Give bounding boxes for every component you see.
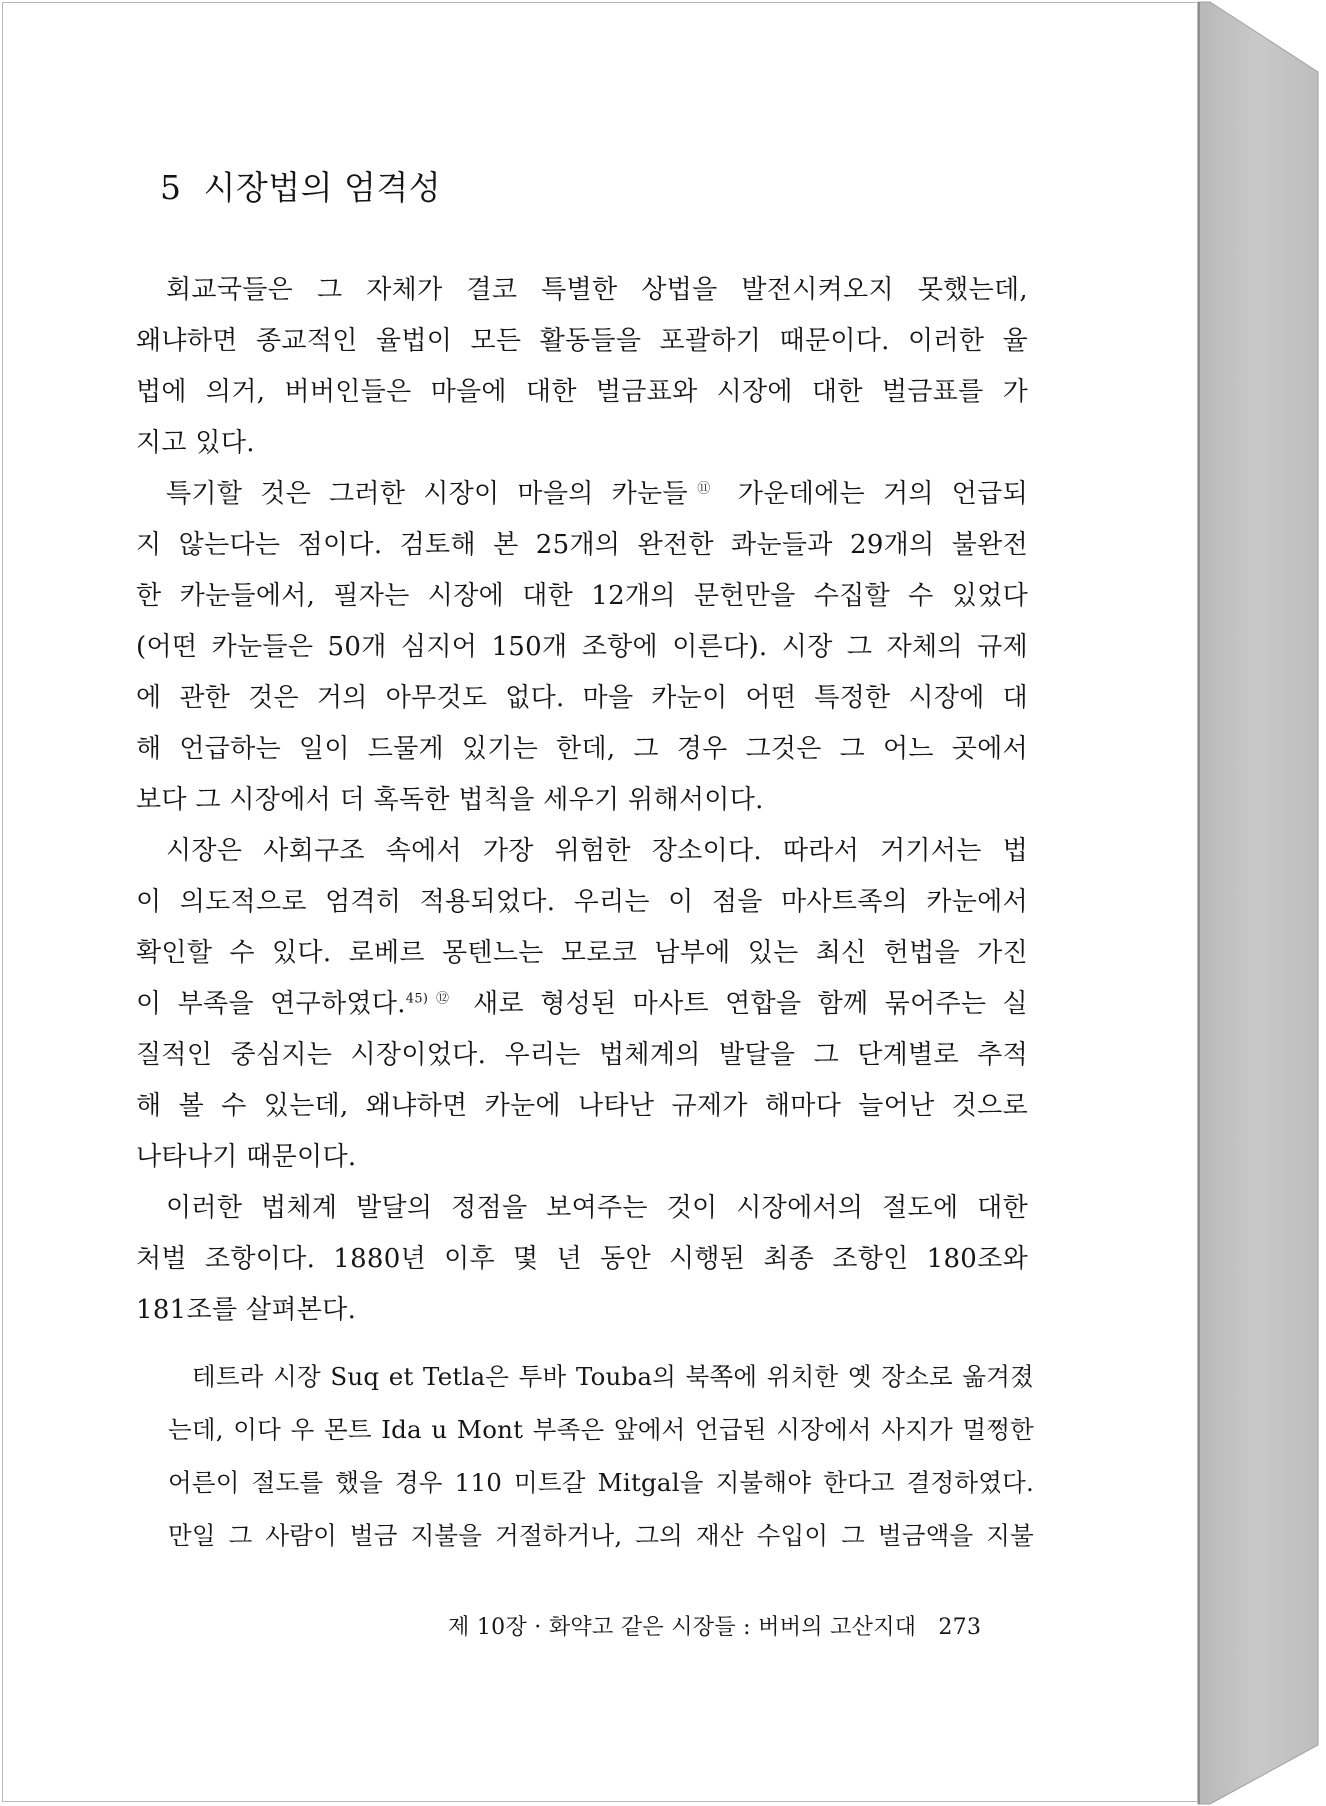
paragraph-line: 해 볼 수 있는데, 왜냐하면 카눈에 나타난 규제가 해마다 늘어난 것으로 [136, 1091, 1028, 1121]
paragraph-line [136, 979, 1028, 1030]
line-text: 가운데에는 거의 언급되 [719, 479, 1028, 509]
paragraph-line: 지 않는다는 점이다. 검토해 본 25개의 완전한 콰눈들과 29개의 불완전 [136, 530, 1028, 560]
paragraph-line: 시장은 사회구조 속에서 가장 위험한 장소이다. 따라서 거기서는 법 [166, 836, 1028, 866]
footnote-marker: ⑪ [687, 481, 720, 497]
quote-line: 테트라 시장 Suq et Tetla은 투바 Touba의 북쪽에 위치한 옛 장소로 옮겨졌 [192, 1362, 1034, 1391]
quote-line: 어른이 절도를 했을 경우 110 미트갈 Mitgal을 지불해야 한다고 결정하였다. [168, 1468, 1034, 1497]
paragraph-line: 보다 그 시장에서 더 혹독한 법칙을 세우기 위해서이다. [136, 785, 764, 815]
section-title: 시장법의 엄격성 [203, 168, 442, 207]
paragraph-line: 에 관한 것은 거의 아무것도 없다. 마을 카눈이 어떤 특정한 시장에 대 [136, 683, 1028, 713]
paragraph-line: 나타나기 때문이다. [136, 1142, 357, 1172]
paragraph-line: 이러한 법체계 발달의 정점을 보여주는 것이 시장에서의 절도에 대한 [166, 1193, 1028, 1223]
running-head: 제 10장 · 화약고 같은 시장들 : 버버의 고산지대 [448, 1615, 917, 1640]
paragraph-line: 질적인 중심지는 시장이었다. 우리는 법체계의 발달을 그 단계별로 추적 [136, 1040, 1028, 1070]
paragraph-line: 법에 의거, 버버인들은 마을에 대한 벌금표와 시장에 대한 벌금표를 가 [136, 377, 1028, 407]
line-text: 새로 형성된 마사트 연합을 함께 묶어주는 실 [456, 989, 1028, 1019]
paragraph-line: 한 카눈들에서, 필자는 시장에 대한 12개의 문헌만을 수집할 수 있었다 [136, 581, 1028, 611]
paragraph-line: 181조를 살펴본다. [136, 1295, 357, 1325]
block-quote [168, 1350, 1034, 1562]
paragraph-line: 처벌 조항이다. 1880년 이후 몇 년 동안 시행된 최종 조항인 180조와 [136, 1244, 1028, 1274]
section-number: 5 [160, 168, 182, 207]
paragraph-line: 왜냐하면 종교적인 율법이 모든 활동들을 포괄하기 때문이다. 이러한 율 [136, 326, 1028, 356]
paragraph-line: 이 의도적으로 엄격히 적용되었다. 우리는 이 점을 마사트족의 카눈에서 [136, 887, 1028, 917]
line-text: 이 부족을 연구하였다. [136, 989, 406, 1019]
paragraph-line: 회교국들은 그 자체가 결코 특별한 상법을 발전시켜오지 못했는데, [166, 275, 1028, 305]
quote-line: 만일 그 사람이 벌금 지불을 거절하거나, 그의 재산 수입이 그 벌금액을 지불 [168, 1521, 1034, 1550]
paragraph-line: 지고 있다. [136, 428, 255, 458]
paragraph-line: (어떤 카눈들은 50개 심지어 150개 조항에 이른다). 시장 그 자체의 규제 [136, 632, 1028, 662]
page-footer [448, 1610, 981, 1641]
quote-line: 는데, 이다 우 몬트 Ida u Mont 부족은 앞에서 언급된 시장에서 사지가 멀쩡한 [168, 1415, 1034, 1444]
page-number: 273 [938, 1615, 982, 1640]
paragraph-line [136, 469, 1028, 520]
section-heading [160, 162, 441, 209]
line-text: 특기할 것은 그러한 시장이 마을의 카눈들 [166, 479, 688, 509]
paragraph-line: 확인할 수 있다. 로베르 몽텐느는 모로코 남부에 있는 최신 헌법을 가진 [136, 938, 1028, 968]
footnote-marker: 45)⑫ [405, 991, 457, 1007]
body-text [136, 265, 1028, 1336]
paragraph-line: 해 언급하는 일이 드물게 있기는 한데, 그 경우 그것은 그 어느 곳에서 [136, 734, 1028, 764]
